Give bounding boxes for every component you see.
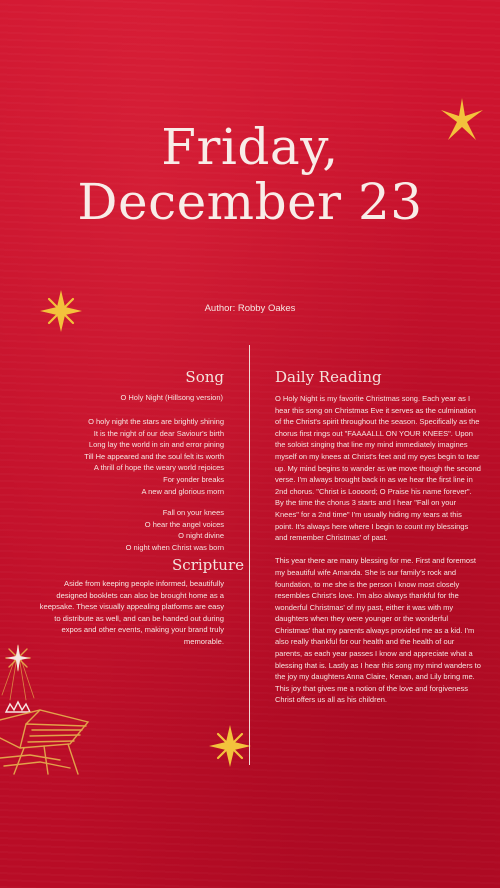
lyric-line: Till He appeared and the soul felt its worth — [84, 451, 224, 461]
star-icon — [207, 723, 253, 769]
daily-reading-body — [275, 393, 481, 706]
song-verse-1 — [0, 416, 224, 497]
lyric-line: O holy night the stars are brightly shining — [88, 417, 224, 426]
lyric-line: O night divine — [178, 531, 224, 541]
manger-icon — [0, 640, 92, 775]
lyric-line: A new and glorious morn — [141, 486, 224, 496]
song-heading: Song — [185, 368, 224, 386]
scripture-heading: Scripture — [172, 556, 244, 574]
lyric-line: Long lay the world in sin and error pining — [88, 440, 224, 450]
star-icon — [440, 96, 484, 144]
scripture-text: Aside from keeping people informed, beautifully designed booklets can also be brought home as a keepsake. These visually appealing platforms are easy to distribute as well, and can be handed out during expos and other events, making your brand truly memorable. — [39, 579, 224, 646]
lyric-line: For yonder breaks — [163, 474, 224, 484]
lyric-line: O night when Christ was born — [125, 542, 224, 552]
reading-paragraph: O Holy Night is my favorite Christmas song. Each year as I hear this song on Christmas Eve it serves as the culmination of the Christ's spirit throughout the season. Specifically as the chorus first rings out "FAAAALLL ON YOUR KNEES". Upon the soloist singing that line my mind immediately imagines myself on my knees at Christ's feet and my eyes begin to tear up. My mind begins to wander as we move though the second verse. I'm always brought back in as we hear the first line in 2nd chorus. "Christ is Loooord; O Praise his name forever". By the time the chorus 3 starts and I hear "Fall on your Knees" for a 2nd time" I'm usually hiding my tears at this point. It's always here where I begin to count my blessings and remember Christmas' of past. — [275, 394, 481, 543]
lyric-line: O hear the angel voices — [144, 519, 224, 529]
title-day: Friday, — [161, 118, 339, 176]
daily-reading-heading: Daily Reading — [275, 368, 382, 386]
column-divider — [249, 345, 250, 765]
star-icon — [38, 288, 84, 334]
reading-paragraph: This year there are many blessing for me. First and foremost my beautiful wife Amanda. She is our family's rock and foundation, to me she is the person I know most closely resembles Christ's love. I'm also always thankful for the wonderful Christmas' of my past, either it was with my daughters when they were younger or the wonderful Christmas' that my parents always provided me as a kid. I'm also really thankful for our health and the health of our parents, as each year passes I know and appreciate what a blessing that is. Lastly as I hear this song my mind wanders to the joy my daughters Anna Claire, Kenan, and Lily bring me. This joy that gives me a notion of the love and forgiveness Christ offers us all as his children. — [275, 556, 481, 705]
lyric-line: A thrill of hope the weary world rejoices — [93, 463, 224, 473]
song-verse-2 — [0, 507, 224, 553]
lyric-line: It is the night of our dear Saviour's birth — [93, 428, 224, 438]
title-date: December 23 — [77, 173, 423, 231]
author-line: Author: Robby Oakes — [204, 303, 296, 314]
lyric-line: Fall on your knees — [162, 508, 224, 517]
song-subtitle: O Holy Night (Hillsong version) — [120, 393, 223, 402]
page-title — [0, 120, 500, 230]
